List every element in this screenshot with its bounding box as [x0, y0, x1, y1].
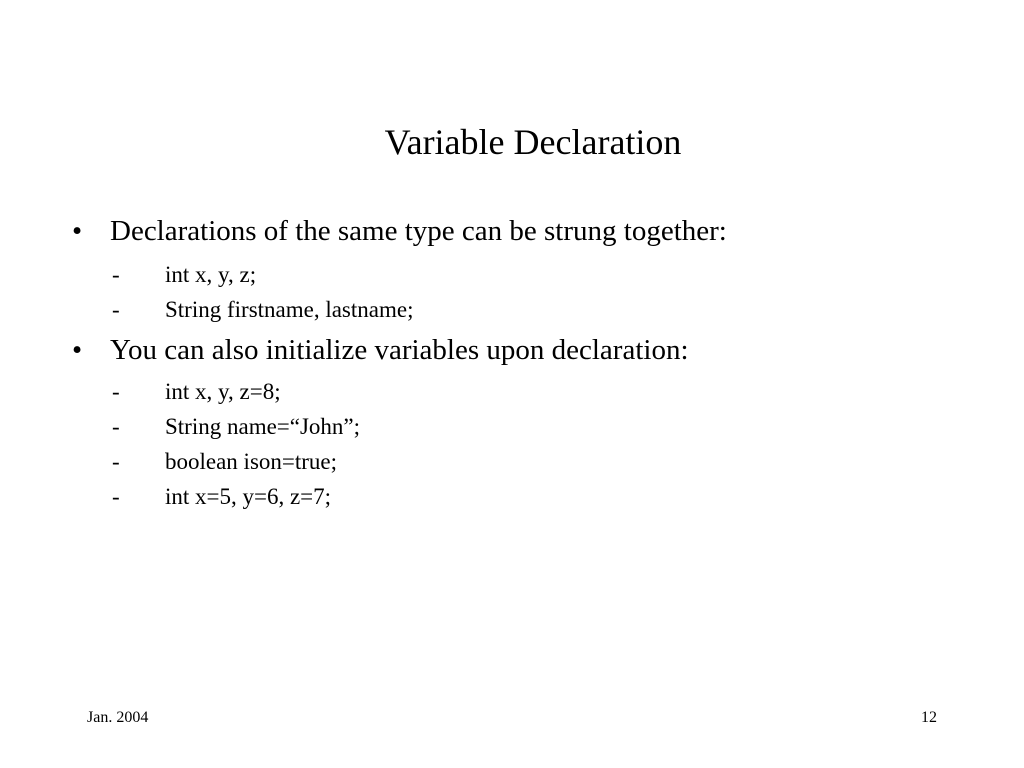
- sub-marker: -: [112, 449, 120, 474]
- bullet-marker: •: [72, 215, 83, 247]
- bullet-text: You can also initialize variables upon declaration:: [110, 334, 689, 366]
- sub-item: [112, 377, 281, 407]
- sub-marker: -: [112, 297, 120, 322]
- bullet-item: [72, 332, 689, 368]
- sub-text: int x=5, y=6, z=7;: [165, 484, 332, 509]
- sub-text: boolean ison=true;: [165, 449, 338, 474]
- sub-text: String name=“John”;: [165, 414, 361, 439]
- sub-item: [112, 482, 331, 512]
- sub-item: [112, 260, 256, 290]
- sub-item: [112, 447, 337, 477]
- sub-marker: -: [112, 262, 120, 287]
- sub-item: [112, 295, 413, 325]
- sub-marker: -: [112, 414, 120, 439]
- sub-text: String firstname, lastname;: [165, 297, 414, 322]
- footer-date: Jan. 2004: [87, 709, 149, 726]
- slide-title: Variable Declaration: [384, 122, 682, 162]
- bullet-text: Declarations of the same type can be strung together:: [110, 215, 727, 247]
- sub-marker: -: [112, 484, 120, 509]
- bullet-item: [72, 213, 727, 249]
- sub-text: int x, y, z;: [165, 262, 257, 287]
- sub-text: int x, y, z=8;: [165, 379, 281, 404]
- page-number: 12: [921, 709, 937, 726]
- sub-item: [112, 412, 360, 442]
- bullet-marker: •: [72, 334, 83, 366]
- sub-marker: -: [112, 379, 120, 404]
